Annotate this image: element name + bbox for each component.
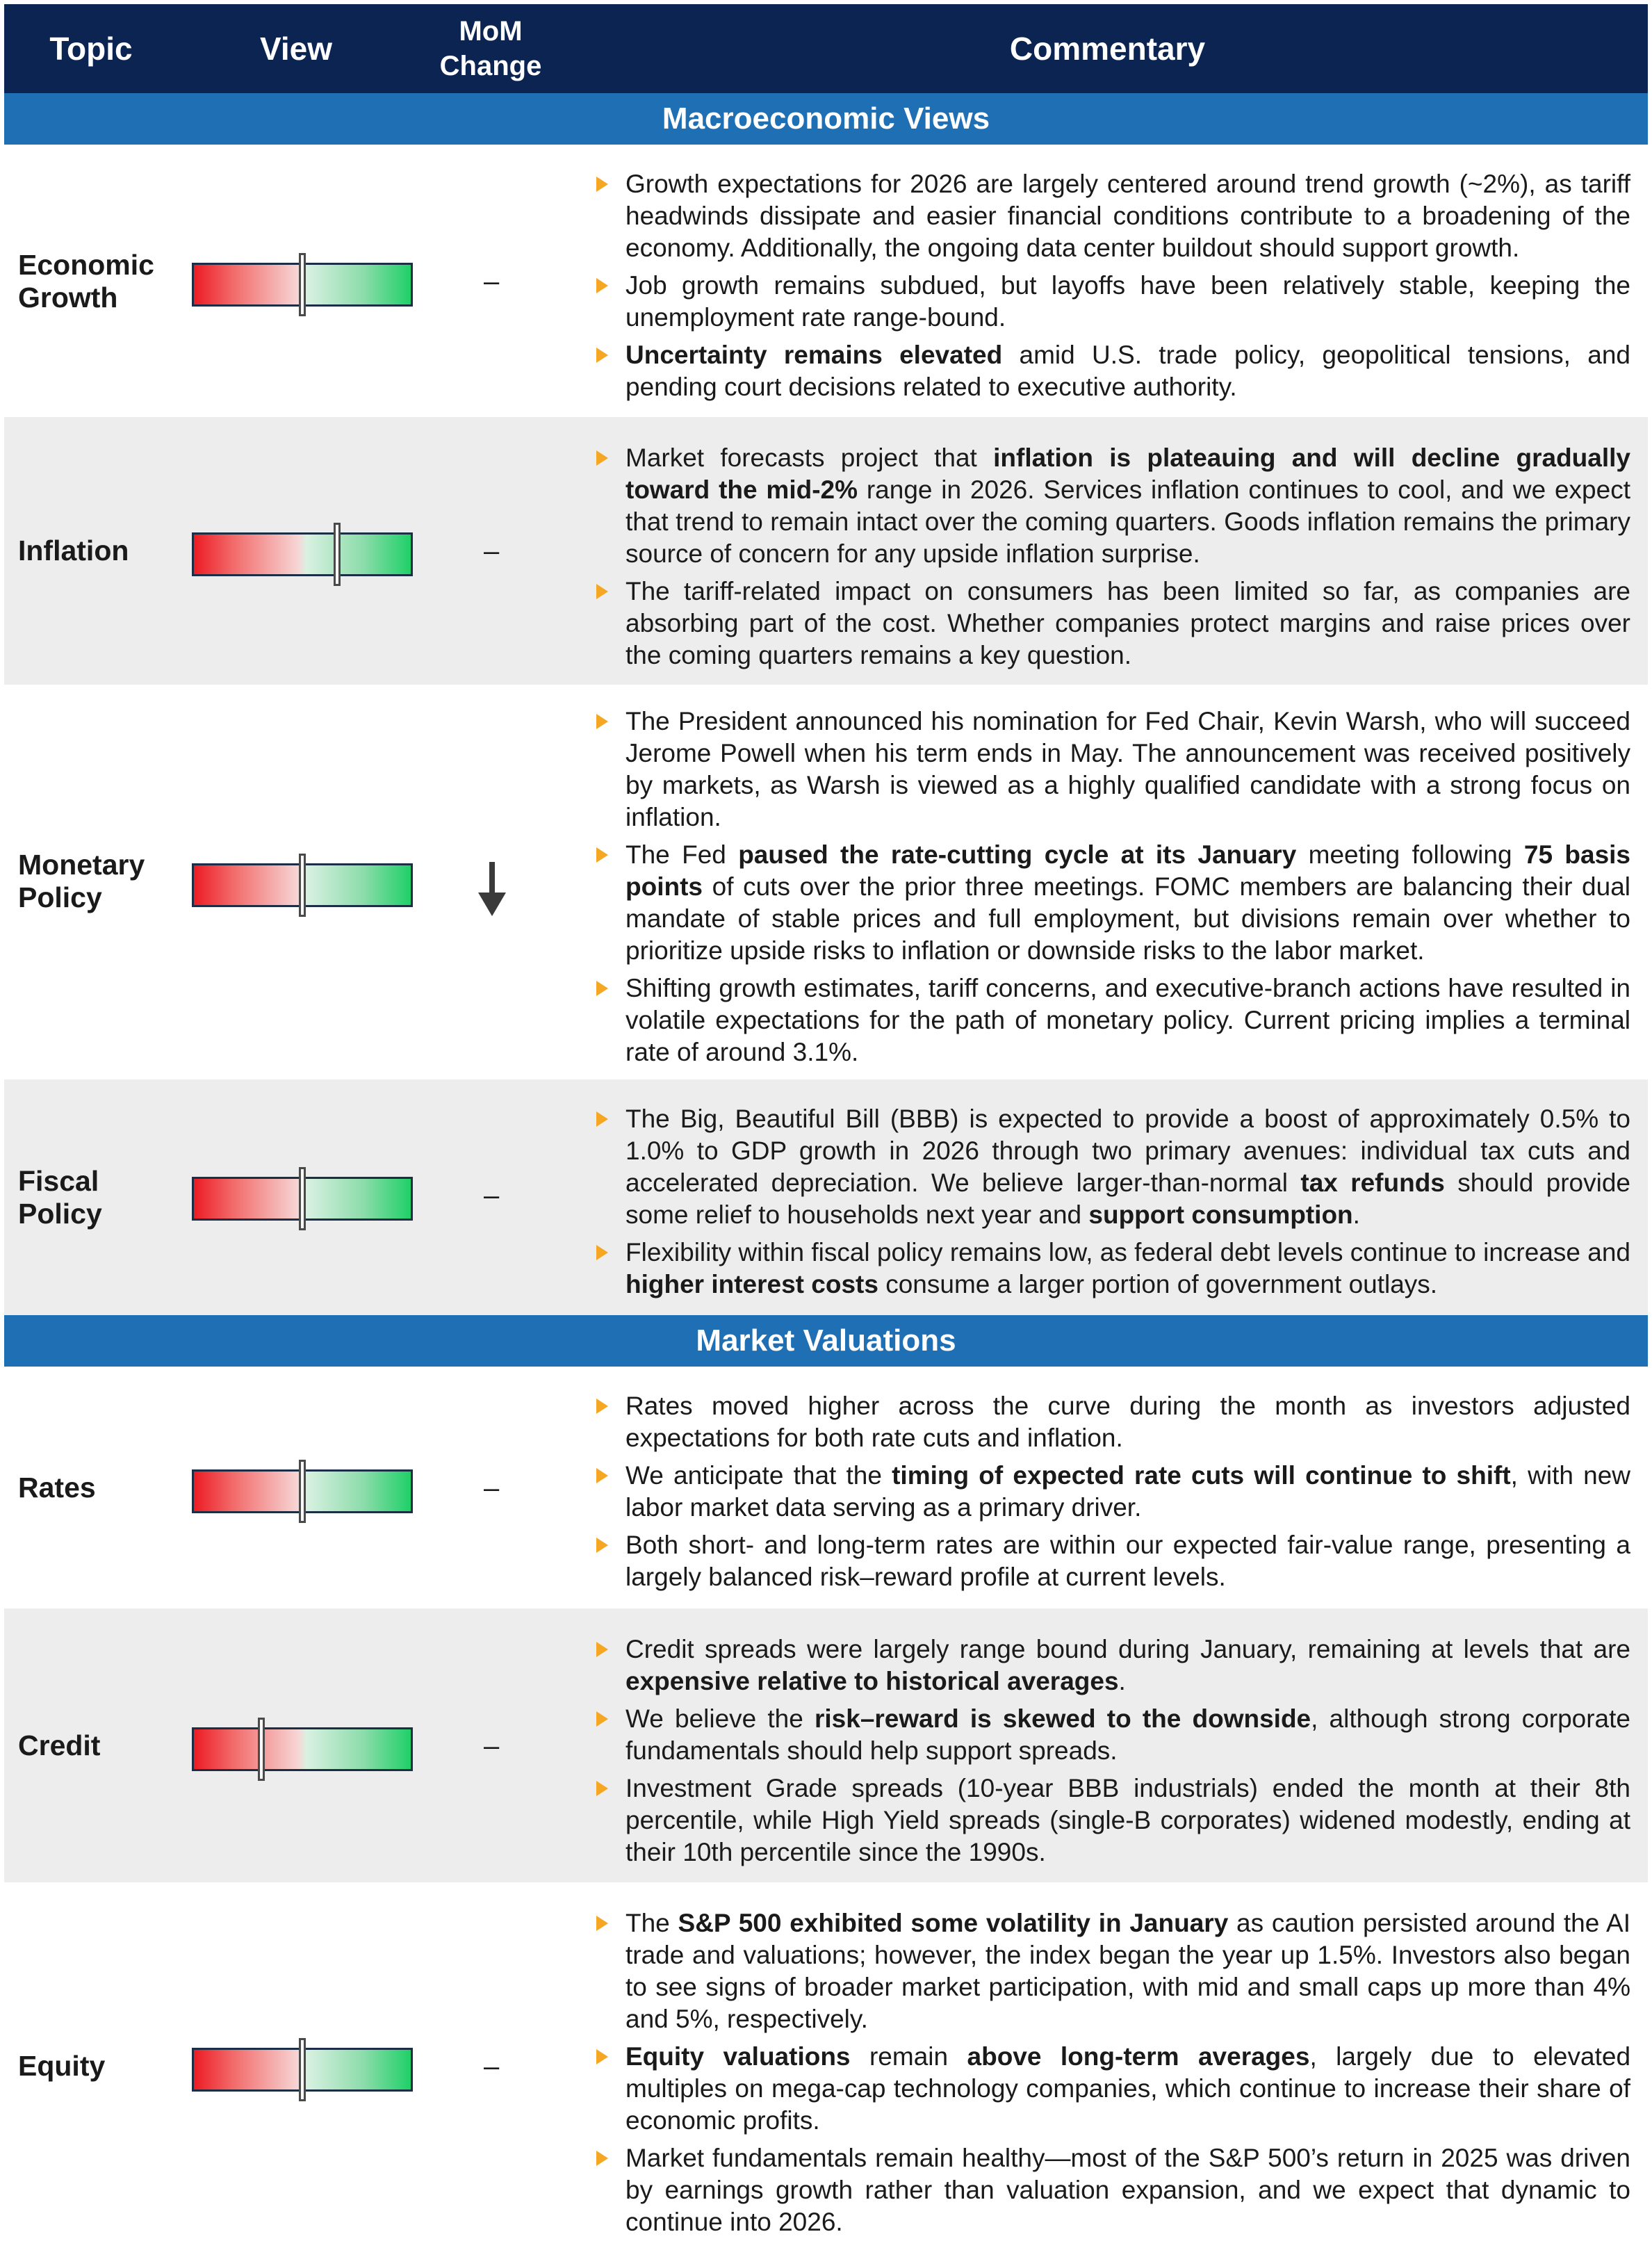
view-slider <box>299 253 306 316</box>
mom-change: – <box>484 1473 500 1504</box>
commentary-bullet <box>588 839 1630 967</box>
bullet-text: The <box>625 1909 678 1937</box>
view-gauge <box>192 2048 413 2092</box>
topic-equity <box>18 2050 105 2083</box>
mom-change: – <box>484 266 500 297</box>
bullet-triangle-icon <box>596 1399 608 1414</box>
bullet-text: Both short- and long-term rates are within our expected fair-value range, presenting a largely balanced risk–reward profile at current levels. <box>625 1531 1630 1591</box>
topic-line: Fiscal <box>18 1165 99 1197</box>
mom-change: – <box>484 1731 500 1761</box>
bullet-text: remain <box>850 2042 967 2071</box>
commentary-list <box>588 1907 1630 2244</box>
row-economic-growth <box>4 145 1648 417</box>
topic-line: Credit <box>18 1729 101 1761</box>
commentary-bullet <box>588 1529 1630 1593</box>
header-view: View <box>260 31 332 67</box>
view-gauge <box>192 1727 413 1771</box>
commentary-bullet <box>588 1633 1630 1697</box>
topic-line: Policy <box>18 881 102 913</box>
topic-line: Equity <box>18 2050 106 2082</box>
header-mom-change <box>414 4 567 93</box>
view-slider <box>299 1167 306 1230</box>
header-mom-line1: MoM <box>459 16 523 47</box>
bullet-text: , largely due to elevated multiples on mega-cap technology companies, which continue to increase their share of economic profits. <box>625 2042 1631 2135</box>
section-market-valuations: Market Valuations <box>4 1315 1648 1367</box>
view-slider <box>334 523 341 586</box>
arrow-down-icon <box>477 862 507 921</box>
commentary-bullet <box>588 1907 1630 2035</box>
bullet-triangle-icon <box>596 1468 608 1483</box>
mom-change: – <box>484 1180 500 1211</box>
topic-line: Economic <box>18 249 154 281</box>
commentary-bullet <box>588 1773 1630 1868</box>
header-topic: Topic <box>49 31 133 67</box>
view-slider <box>258 1718 265 1781</box>
view-slider <box>299 2038 306 2101</box>
mom-change: – <box>484 536 500 567</box>
bullet-text: Shifting growth estimates, tariff concerns, and executive-branch actions have resulted in volatile expectations for the path of monetary policy. Current pricing implies a terminal rate of around 3.1%. <box>625 974 1630 1066</box>
section-macroeconomic-views: Macroeconomic Views <box>4 93 1648 145</box>
row-rates <box>4 1367 1648 1608</box>
row-credit <box>4 1608 1648 1882</box>
topic-line: Growth <box>18 282 118 313</box>
view-gauge <box>192 532 413 576</box>
bold-text: support consumption <box>1088 1200 1353 1229</box>
bullet-text: Job growth remains subdued, but layoffs have been relatively stable, keeping the unemployment rate range-bound. <box>625 271 1630 332</box>
commentary-bullet <box>588 706 1630 833</box>
commentary-bullet <box>588 1460 1630 1524</box>
bullet-triangle-icon <box>596 1916 608 1931</box>
row-inflation <box>4 417 1648 685</box>
topic-line: Inflation <box>18 535 129 567</box>
bullet-text: Credit spreads were largely range bound during January, remaining at levels that are <box>625 1635 1630 1663</box>
bullet-text: Flexibility within fiscal policy remains low, as federal debt levels continue to increase and <box>625 1238 1630 1266</box>
bullet-triangle-icon <box>596 450 608 466</box>
bullet-text: of cuts over the prior three meetings. FOMC members are balancing their dual mandate of stable prices and full employment, but divisions remain over whether to prioritize upside risks to inflation or downside risks to the labor market. <box>625 872 1630 965</box>
bullet-text: . <box>1352 1200 1360 1229</box>
bullet-text: Market forecasts project that <box>625 443 994 472</box>
view-slider <box>299 854 306 917</box>
commentary-bullet <box>588 1237 1630 1301</box>
bullet-triangle-icon <box>596 1642 608 1657</box>
bullet-text: The President announced his nomination for Fed Chair, Kevin Warsh, who will succeed Jerome Powell when his term ends in May. The announcement was received positively by markets, as Warsh is viewed as a highly qualified candidate with a strong focus on inflation. <box>625 707 1630 831</box>
bullet-text: amid U.S. trade policy, geopolitical tensions, and pending court decisions related to executive authority. <box>625 341 1630 401</box>
commentary-list <box>588 706 1630 1074</box>
topic-economic-growth <box>18 249 154 314</box>
row-fiscal-policy <box>4 1079 1648 1315</box>
bullet-text: range in 2026. Services inflation continues to cool, and we expect that trend to remain intact over the coming quarters. Goods inflation remains the primary source of concern for any upside inflation surprise. <box>625 475 1630 568</box>
bold-text: higher interest costs <box>625 1270 878 1298</box>
commentary-list <box>588 1633 1630 1874</box>
bullet-text: We believe the <box>625 1704 815 1733</box>
view-slider <box>299 1460 306 1523</box>
bold-text: expensive relative to historical averages <box>625 1667 1119 1695</box>
view-gauge <box>192 1469 413 1513</box>
table-header <box>4 4 1648 93</box>
bullet-text: consume a larger portion of government outlays. <box>878 1270 1438 1298</box>
bullet-triangle-icon <box>596 1245 608 1260</box>
bold-text: above long-term averages <box>967 2042 1310 2071</box>
bold-text: Uncertainty remains elevated <box>625 341 1003 369</box>
header-commentary: Commentary <box>1009 31 1206 67</box>
bullet-triangle-icon <box>596 847 608 863</box>
commentary-bullet <box>588 168 1630 264</box>
bold-text: tax refunds <box>1300 1168 1445 1197</box>
commentary-bullet <box>588 339 1630 403</box>
bullet-triangle-icon <box>596 1538 608 1553</box>
topic-rates <box>18 1472 96 1504</box>
bullet-triangle-icon <box>596 348 608 363</box>
topic-line: Monetary <box>18 849 145 881</box>
bold-text: 75 basis points <box>625 840 1631 901</box>
bullet-text: should provide some relief to households next year and <box>625 1168 1630 1229</box>
bullet-text: Market fundamentals remain healthy—most of the S&P 500’s return in 2025 was driven by earnings growth rather than valuation expansion, and we expect that dynamic to continue into 2026. <box>625 2144 1630 2236</box>
commentary-bullet <box>588 270 1630 334</box>
view-gauge <box>192 263 413 307</box>
bullet-text: The tariff-related impact on consumers has been limited so far, as companies are absorbing part of the cost. Whether companies protect margins and raise prices over the coming quarters remains a key question. <box>625 577 1630 669</box>
view-gauge <box>192 863 413 907</box>
commentary-bullet <box>588 442 1630 570</box>
bullet-triangle-icon <box>596 1711 608 1727</box>
bold-text: S&P 500 exhibited some volatility in January <box>678 1909 1229 1937</box>
bullet-triangle-icon <box>596 177 608 192</box>
bold-text: inflation is plateauing and will decline gradually toward the mid-2% <box>625 443 1630 504</box>
bullet-text: The Fed <box>625 840 739 869</box>
bullet-text: meeting following <box>1296 840 1524 869</box>
bullet-text: We anticipate that the <box>625 1461 892 1490</box>
topic-line: Rates <box>18 1472 96 1504</box>
commentary-bullet <box>588 1103 1630 1231</box>
bold-text: Equity valuations <box>625 2042 851 2071</box>
topic-inflation <box>18 535 129 567</box>
bullet-triangle-icon <box>596 584 608 599</box>
topic-credit <box>18 1729 100 1762</box>
bold-text: paused the rate-cutting cycle at its January <box>738 840 1297 869</box>
bullet-triangle-icon <box>596 278 608 293</box>
topic-monetary-policy <box>18 849 145 914</box>
bullet-triangle-icon <box>596 1781 608 1796</box>
row-equity <box>4 1882 1648 2257</box>
bold-text: risk–reward is skewed to the downside <box>815 1704 1311 1733</box>
commentary-bullet <box>588 1703 1630 1767</box>
commentary-list <box>588 1103 1630 1306</box>
mom-change: – <box>484 2051 500 2082</box>
commentary-bullet <box>588 1390 1630 1454</box>
bullet-text: , although strong corporate fundamentals should help support spreads. <box>625 1704 1630 1765</box>
commentary-bullet <box>588 972 1630 1068</box>
bullet-triangle-icon <box>596 1111 608 1127</box>
bold-text: timing of expected rate cuts will continue to shift <box>892 1461 1511 1490</box>
bullet-text: . <box>1118 1667 1126 1695</box>
view-gauge <box>192 1177 413 1221</box>
row-monetary-policy <box>4 685 1648 1079</box>
commentary-list <box>588 168 1630 409</box>
commentary-bullet <box>588 576 1630 671</box>
bullet-triangle-icon <box>596 2151 608 2166</box>
bullet-text: Rates moved higher across the curve during the month as investors adjusted expectations for both rate cuts and inflation. <box>625 1392 1630 1452</box>
topic-line: Policy <box>18 1198 102 1230</box>
header-mom-line2: Change <box>439 51 542 81</box>
commentary-bullet <box>588 2142 1630 2238</box>
bullet-text: The Big, Beautiful Bill (BBB) is expected to provide a boost of approximately 0.5% to 1.0% to GDP growth in 2026 through two primary avenues: individual tax cuts and accelerated depreciation. We believe larger-than-normal <box>625 1105 1630 1197</box>
commentary-list <box>588 1390 1630 1599</box>
bullet-text: Investment Grade spreads (10-year BBB industrials) ended the month at their 8th percentile, while High Yield spreads (single-B corporates) widened modestly, ending at their 10th percentile since the 1990s. <box>625 1774 1630 1866</box>
commentary-bullet <box>588 2041 1630 2137</box>
bullet-text: as caution persisted around the AI trade and valuations; however, the index began the year up 1.5%. Investors also began to see signs of broader market participation, with mid and small caps up more than 4% and 5%, respectively. <box>625 1909 1630 2033</box>
topic-fiscal-policy <box>18 1165 102 1230</box>
bullet-triangle-icon <box>596 714 608 729</box>
bullet-text: , with new labor market data serving as a primary driver. <box>625 1461 1630 1522</box>
bullet-triangle-icon <box>596 2049 608 2064</box>
bullet-text: Growth expectations for 2026 are largely centered around trend growth (~2%), as tariff headwinds dissipate and easier financial conditions contribute to a broadening of the economy. Additionally, the ongoing data center buildout should support growth. <box>625 170 1630 262</box>
commentary-list <box>588 442 1630 677</box>
bullet-triangle-icon <box>596 981 608 996</box>
